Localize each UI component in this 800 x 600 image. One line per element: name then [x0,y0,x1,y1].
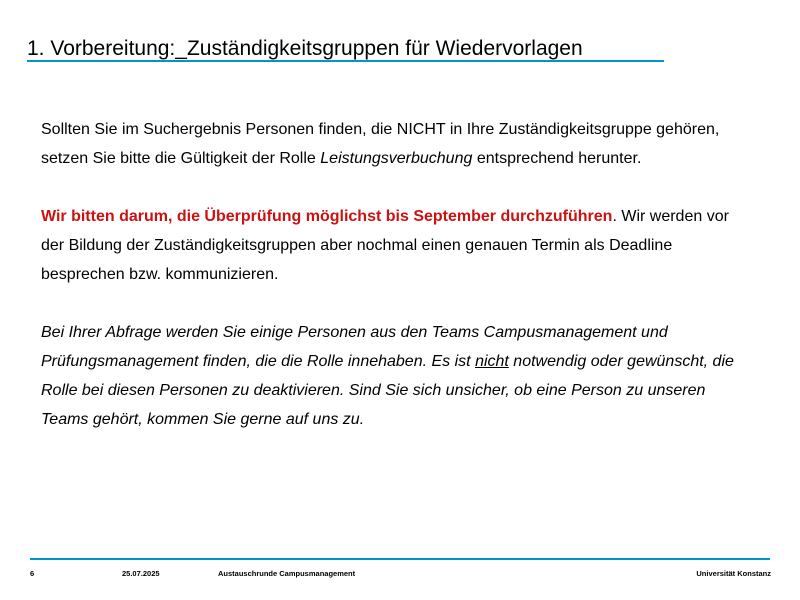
paragraph-text: Bei Ihrer Abfrage werden Sie einige Personen aus den Teams Campusmanagement und Prüfungsmanagement finden, die die Rolle innehaben. Es ist [41,324,668,370]
emphasis-not: nicht [475,353,509,370]
paragraph-text: entsprechend herunter. [472,150,642,167]
paragraph-deadline [41,202,741,289]
footer-event: Austauschrunde Campusmanagement [218,569,356,578]
deadline-highlight: Wir bitten darum, die Überprüfung möglichst bis September durchzuführen [41,208,613,225]
paragraph-text: . Wir werden vor der Bildung der Zuständigkeitsgruppen aber nochmal einen genauen Termin als Deadline besprechen bzw. kommunizieren. [41,208,729,283]
footer-rule [30,558,770,560]
title-underline [27,60,664,62]
slide-body [41,115,741,434]
role-name: Leistungsverbuchung [320,150,473,167]
slide-title: 1. Vorbereitung:_Zuständigkeitsgruppen für Wiedervorlagen [27,37,583,60]
paragraph-text: notwendig oder gewünscht, die Rolle bei diesen Personen zu deaktivieren. Sind Sie sich unsicher, ob eine Person zu unseren Teams gehört, kommen Sie gerne auf uns zu. [41,353,734,428]
paragraph-text: Sollten Sie im Suchergebnis Personen finden, die NICHT in Ihre Zuständigkeitsgruppe gehören, setzen Sie bitte die Gültigkeit der Rolle [41,121,720,167]
footer-date: 25.07.2025 [122,569,160,578]
paragraph-role-validity [41,115,741,173]
footer-page-number: 6 [30,569,35,578]
footer-institution: Universität Konstanz [696,569,771,578]
paragraph-teams-note [41,318,741,434]
